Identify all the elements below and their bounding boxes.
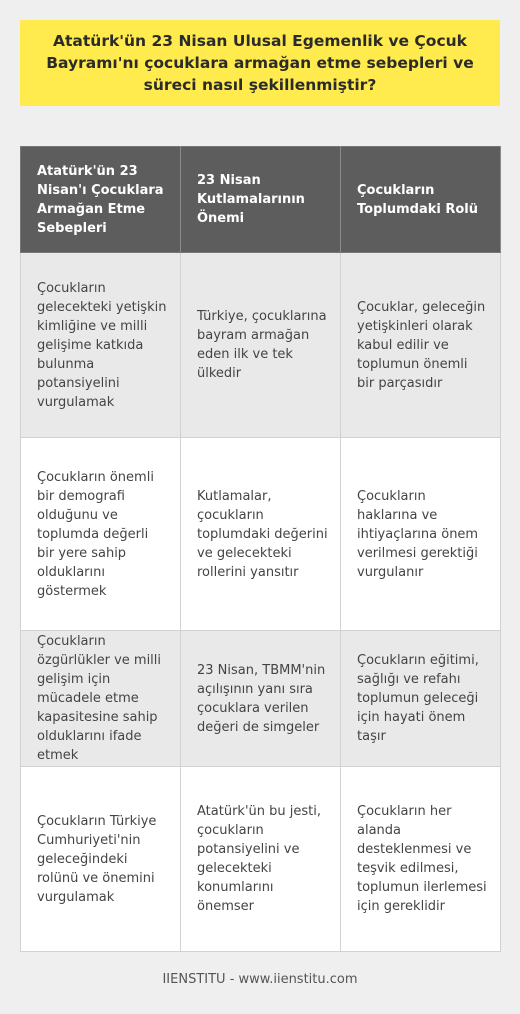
table-cell: Çocukların haklarına ve ihtiyaçlarına önem verilmesi gerektiği vurgulanır	[341, 438, 501, 631]
column-header-reasons: Atatürk'ün 23 Nisan'ı Çocuklara Armağan Etme Sebepleri	[21, 147, 181, 253]
title-banner	[20, 20, 500, 106]
table-row	[21, 631, 501, 767]
table-cell: Kutlamalar, çocukların toplumdaki değerini ve gelecekteki rollerini yansıtır	[181, 438, 341, 631]
table-row	[21, 253, 501, 438]
table-row	[21, 767, 501, 952]
column-header-importance: 23 Nisan Kutlamalarının Önemi	[181, 147, 341, 253]
info-table	[20, 146, 501, 952]
footer-credit: IIENSTITU - www.iienstitu.com	[162, 972, 358, 987]
table-cell: Çocukların her alanda desteklenmesi ve teşvik edilmesi, toplumun ilerlemesi için gereklidir	[341, 767, 501, 952]
table-cell: Atatürk'ün bu jesti, çocukların potansiyelini ve gelecekteki konumlarını önemser	[181, 767, 341, 952]
table-cell: Çocuklar, geleceğin yetişkinleri olarak kabul edilir ve toplumun önemli bir parçasıdır	[341, 253, 501, 438]
table-row	[21, 438, 501, 631]
table-cell: 23 Nisan, TBMM'nin açılışının yanı sıra çocuklara verilen değeri de simgeler	[181, 631, 341, 767]
page-title: Atatürk'ün 23 Nisan Ulusal Egemenlik ve Çocuk Bayramı'nı çocuklara armağan etme sebepleri ve süreci nasıl şekillenmiştir?	[46, 32, 474, 94]
table-cell: Çocukların eğitimi, sağlığı ve refahı toplumun geleceği için hayati önem taşır	[341, 631, 501, 767]
table-cell: Çocukların önemli bir demografi olduğunu ve toplumda değerli bir yere sahip olduklarını göstermek	[21, 438, 181, 631]
table-header-row	[21, 147, 501, 253]
table-cell: Çocukların Türkiye Cumhuriyeti'nin geleceğindeki rolünü ve önemini vurgulamak	[21, 767, 181, 952]
table-cell: Çocukların özgürlükler ve milli gelişim için mücadele etme kapasitesine sahip olduklarını ifade etmek	[21, 631, 181, 767]
column-header-role: Çocukların Toplumdaki Rolü	[341, 147, 501, 253]
table-cell: Türkiye, çocuklarına bayram armağan eden ilk ve tek ülkedir	[181, 253, 341, 438]
table-cell: Çocukların gelecekteki yetişkin kimliğine ve milli gelişime katkıda bulunma potansiyelini vurgulamak	[21, 253, 181, 438]
